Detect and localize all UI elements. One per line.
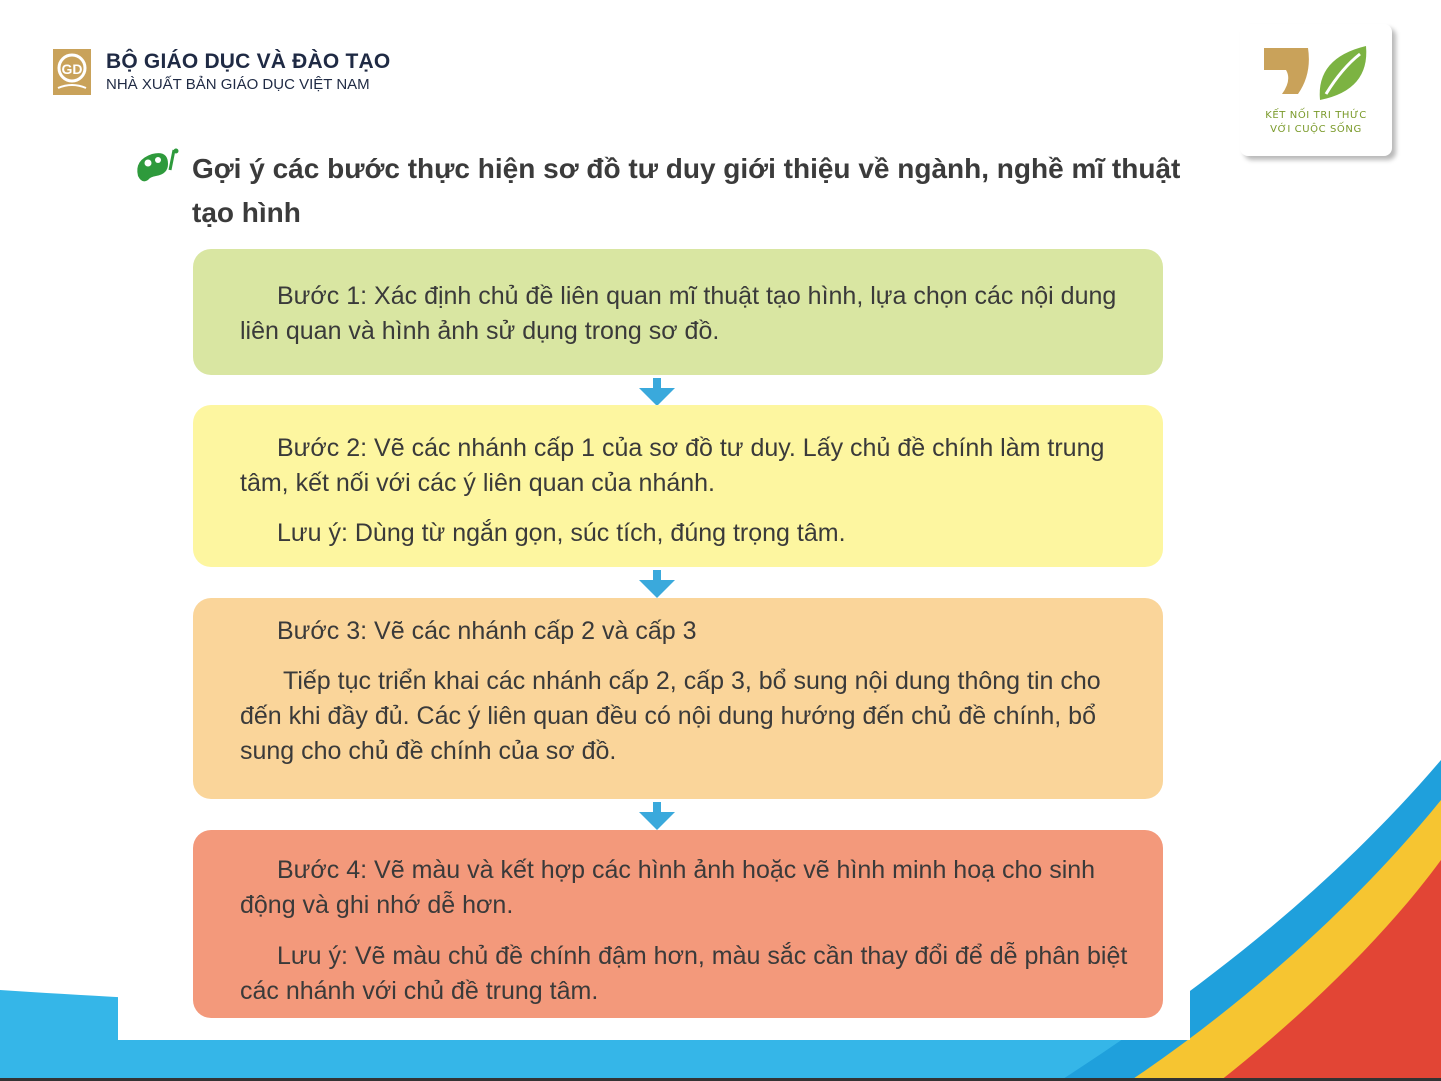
publisher-subname: NHÀ XUẤT BẢN GIÁO DỤC VIỆT NAM xyxy=(106,76,370,93)
series-title-line2: VỚI CUỘC SỐNG xyxy=(1270,124,1362,135)
step-4-note: Lưu ý: Vẽ màu chủ đề chính đậm hơn, màu sắc cần thay đổi để dễ phân biệt các nhánh với chủ đề trung tâm. xyxy=(240,942,1128,1005)
palette-icon xyxy=(134,146,182,184)
step-3-detail: Tiếp tục triển khai các nhánh cấp 2, cấp 3, bổ sung nội dung thông tin cho đến khi đầy đủ. Các ý liên quan đều có nội dung hướng đến chủ đề chính, bổ sung cho chủ đề chính của sơ đồ. xyxy=(240,667,1101,765)
arrow-down-icon xyxy=(639,378,675,406)
publisher-header xyxy=(52,48,390,96)
series-title-line1: KẾT NỐI TRI THỨC xyxy=(1265,110,1367,121)
step-2-box xyxy=(193,405,1163,567)
publisher-name: BỘ GIÁO DỤC VÀ ĐÀO TẠO xyxy=(106,50,391,73)
step-3-box xyxy=(193,598,1163,799)
gd-logo-icon xyxy=(52,48,92,96)
page-title: Gợi ý các bước thực hiện sơ đồ tư duy giới thiệu về ngành, nghề mĩ thuật tạo hình xyxy=(192,153,1181,228)
arrow-down-icon xyxy=(639,802,675,830)
svg-text:GD: GD xyxy=(61,61,83,77)
step-3-text: Bước 3: Vẽ các nhánh cấp 2 và cấp 3 xyxy=(277,617,697,645)
leaf-logo-icon xyxy=(1262,44,1370,104)
step-1-box xyxy=(193,249,1163,375)
arrow-down-icon xyxy=(639,570,675,598)
series-badge xyxy=(1240,24,1392,156)
step-4-box xyxy=(193,830,1163,1018)
step-1-text: Bước 1: Xác định chủ đề liên quan mĩ thuật tạo hình, lựa chọn các nội dung liên quan và hình ảnh sử dụng trong sơ đồ. xyxy=(240,282,1117,345)
step-4-text: Bước 4: Vẽ màu và kết hợp các hình ảnh hoặc vẽ hình minh hoạ cho sinh động và ghi nhớ dễ hơn. xyxy=(240,856,1096,919)
step-2-note: Lưu ý: Dùng từ ngắn gọn, súc tích, đúng trọng tâm. xyxy=(277,519,846,547)
step-2-text: Bước 2: Vẽ các nhánh cấp 1 của sơ đồ tư duy. Lấy chủ đề chính làm trung tâm, kết nối với các ý liên quan của nhánh. xyxy=(240,434,1105,497)
